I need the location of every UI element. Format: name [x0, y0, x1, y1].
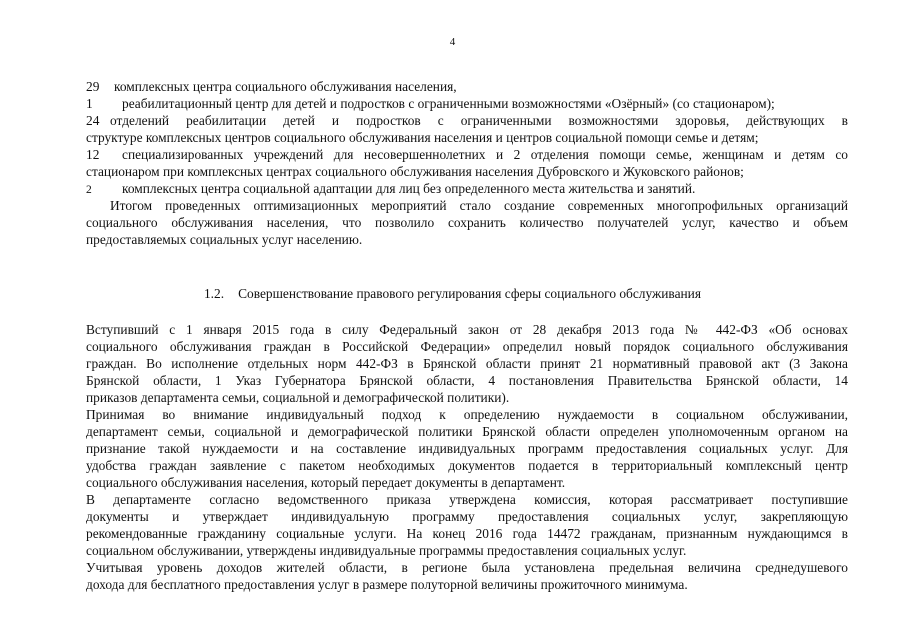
institution-list: [86, 78, 848, 248]
list-item: [86, 95, 848, 112]
paragraph-line: граждан. Во исполнение отдельных норм 442-ФЗ в Брянской области принят 21 нормативный правовой акт (3 Закона: [86, 356, 848, 371]
summary-line: предоставляемых социальных услуг населению.: [86, 232, 363, 247]
paragraph-line: [86, 406, 848, 423]
paragraph-line: дохода для бесплатного предоставления услуг в размере полуторной величины прожиточного минимума.: [86, 577, 688, 592]
list-item-text: комплексных центра социального обслуживания населения,: [114, 79, 457, 94]
paragraph-line: рекомендованные гражданину социальные услуги. На конец 2016 года 14472 гражданам, признанным нуждающимся в: [86, 526, 848, 541]
list-item: [86, 112, 848, 129]
paragraph-line: Брянской области, 1 Указ Губернатора Брянской области, 4 постановления Правительства Брянской области, 14: [86, 373, 848, 388]
list-item: [86, 146, 848, 163]
paragraph-line: департамент семьи, социальной и демографической политики Брянской области определен уполномоченным органом на: [86, 424, 848, 439]
list-item-continuation: структуре комплексных центров социального обслуживания населения и центров социальной помощи семье и детям;: [86, 130, 759, 145]
list-item-number: 1: [86, 96, 93, 111]
paragraph-line: социальном обслуживании, утверждены индивидуальные программы предоставления социальных услуг.: [86, 543, 687, 558]
list-item: [86, 180, 848, 197]
section-body: [86, 321, 848, 593]
paragraph-line: [86, 491, 848, 508]
list-item: [86, 78, 848, 95]
list-item-number: 2: [86, 184, 92, 196]
list-item-text: отделений реабилитации детей и подростков с ограниченными возможностями здоровья, действующих в: [110, 113, 848, 128]
summary-line: социального обслуживания населения, что позволило сохранить количество получателей услуг, качество и объем: [86, 215, 848, 230]
paragraph-line: [86, 321, 848, 338]
page-number: 4: [449, 36, 456, 48]
paragraph-line: документы и утверждает индивидуальную программу предоставления социальных услуг, закрепляющую: [86, 509, 848, 524]
list-item-number: 12: [86, 147, 100, 162]
paragraph-line: социального обслуживания населения, который передает документы в департамент.: [86, 475, 566, 490]
list-item-continuation: стационаром при комплексных центрах социального обслуживания населения Дубровского и Жуковского районов;: [86, 164, 744, 179]
summary-line: [86, 197, 848, 214]
list-item-number: 29: [86, 79, 100, 94]
list-item-text: специализированных учреждений для несовершеннолетних и 2 отделения помощи семье, женщинам и детям со: [122, 147, 848, 162]
list-item-number: 24: [86, 113, 100, 128]
paragraph-text: Учитывая уровень доходов жителей области, в регионе была установлена предельная величина среднедушевого: [86, 560, 848, 575]
paragraph-text: Принимая во внимание индивидуальный подход к определению нуждаемости в социальном обслуживании,: [86, 407, 848, 422]
paragraph-line: [86, 559, 848, 576]
list-item-text: комплексных центра социальной адаптации для лиц без определенного места жительства и занятий.: [122, 181, 696, 196]
paragraph-line: социального обслуживания граждан в Российской Федерации» определил новый порядок социального обслуживания: [86, 339, 848, 354]
list-item-text: реабилитационный центр для детей и подростков с ограниченными возможностями «Озёрный» (со стационаром);: [122, 96, 775, 111]
paragraph-line: удобства граждан заявление с пакетом необходимых документов подается в территориальный комплексный центр: [86, 458, 848, 473]
paragraph-text: Вступивший с 1 января 2015 года в силу Федеральный закон от 28 декабря 2013 года № 442-ФЗ «Об основах: [86, 322, 848, 337]
paragraph-line: приказов департамента семьи, социальной и демографической политики).: [86, 390, 510, 405]
section-title: Совершенствование правового регулирования сферы социального обслуживания: [238, 286, 702, 301]
summary-text: Итогом проведенных оптимизационных мероприятий стало создание современных многопрофильных организаций: [110, 198, 848, 213]
paragraph-text: В департаменте согласно ведомственного приказа утверждена комиссия, которая рассматривает поступившие: [86, 492, 848, 507]
section-heading: [0, 286, 905, 302]
section-number: 1.2.: [203, 286, 225, 301]
paragraph-line: признание такой нуждаемости и на составление индивидуальных программ предоставления социальных услуг. Для: [86, 441, 848, 456]
